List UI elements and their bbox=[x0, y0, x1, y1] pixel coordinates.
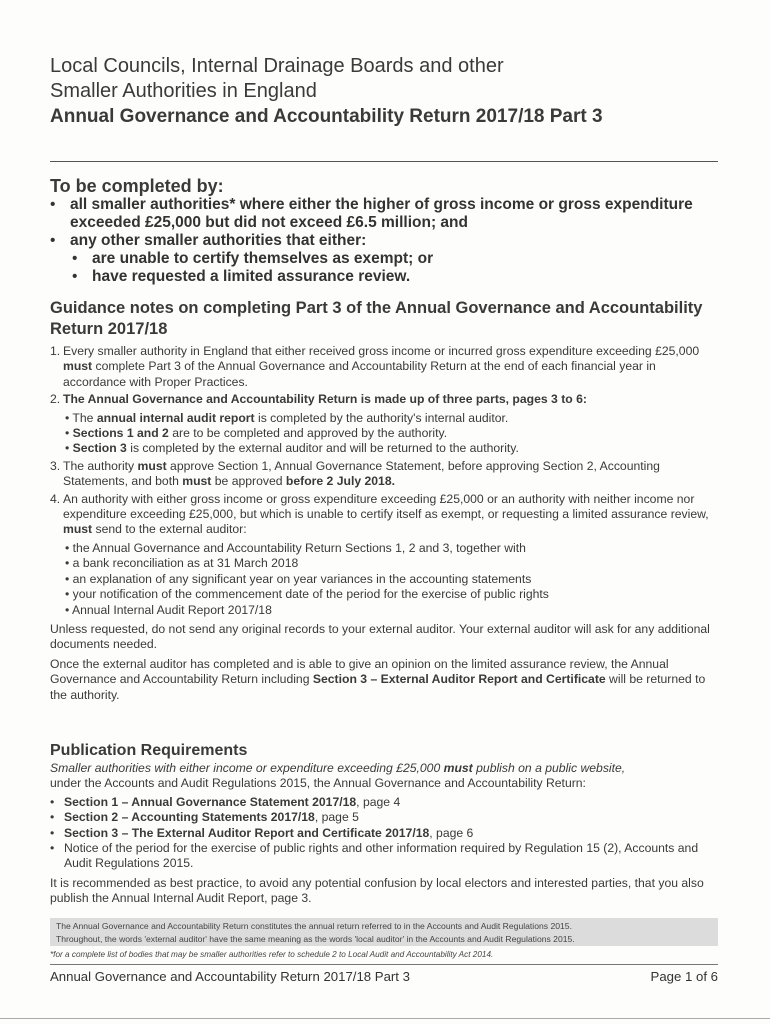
sub-list-item: • have requested a limited assurance review. bbox=[92, 268, 730, 286]
note-text: complete Part 3 of the Annual Governance and Accountability Return at the end of each financial year in accordance with Proper Practices. bbox=[63, 359, 656, 389]
list-item-emphasis: Section 1 – Annual Governance Statement 2017/18 bbox=[64, 794, 357, 809]
header-line-2: Smaller Authorities in England bbox=[50, 80, 317, 102]
document-header bbox=[50, 54, 603, 129]
bullet-text: • bbox=[65, 426, 73, 441]
list-item: • Annual Internal Audit Report 2017/18 bbox=[65, 602, 272, 617]
intro-text: publish on a public website, bbox=[472, 761, 626, 775]
list-item-emphasis: Section 3 – The External Auditor Report and Certificate 2017/18 bbox=[64, 825, 430, 840]
list-item: • an explanation of any significant year on year variances in the accounting statements bbox=[65, 571, 532, 586]
list-item: • the Annual Governance and Accountability Return Sections 1, 2 and 3, together with bbox=[65, 540, 526, 555]
definition-line-2: Throughout, the words 'external auditor' have the same meaning as the words 'local auditor' in the Accounts and Audit Regulations 2015. bbox=[56, 933, 575, 944]
list-item bbox=[64, 795, 722, 810]
note-emphasis: must bbox=[137, 458, 167, 473]
note-number: 4. bbox=[50, 491, 61, 506]
paragraph-text: Once the external auditor has completed and is able to give an opinion on the limited assurance review, the Annual Governance and Accountability Return including bbox=[50, 656, 669, 687]
publication-title: Publication Requirements bbox=[50, 742, 248, 759]
list-item bbox=[65, 426, 720, 441]
guidance-body bbox=[50, 344, 720, 703]
list-item bbox=[65, 411, 720, 426]
bullet-text: is completed by the authority's internal auditor. bbox=[254, 410, 509, 425]
definition-box bbox=[50, 918, 718, 946]
bullet-text: are to be completed and approved by the authority. bbox=[168, 426, 448, 441]
guidance-note-3 bbox=[50, 459, 720, 490]
list-item: • your notification of the commencement date of the period for the exercise of public rights bbox=[65, 587, 549, 602]
note-number: 3. bbox=[50, 458, 61, 473]
to-be-completed-title: To be completed by: bbox=[50, 176, 224, 196]
note-text: An authority with either gross income or gross expenditure exceeding £25,000 or an authority with neither income nor expenditure exceeding £25,000, but which is unable to certify itself as exempt, or requesting a limited assurance review, bbox=[63, 491, 709, 522]
list-item-text: , page 5 bbox=[314, 810, 359, 825]
guidance-note-2 bbox=[50, 392, 720, 407]
guidance-paragraph-originals: Unless requested, do not send any original records to your external auditor. Your external auditor will ask for any additional documents needed. bbox=[50, 621, 710, 652]
bullet-emphasis: Sections 1 and 2 bbox=[72, 426, 169, 441]
note-text: The authority bbox=[63, 458, 138, 473]
note-number: 1. bbox=[50, 344, 61, 358]
list-item-emphasis: Section 2 – Accounting Statements 2017/18 bbox=[64, 810, 315, 825]
note-emphasis: must bbox=[63, 522, 93, 537]
to-be-completed-list bbox=[50, 196, 730, 286]
document-title: Annual Governance and Accountability Return 2017/18 Part 3 bbox=[50, 106, 603, 127]
publication-recommendation: It is recommended as best practice, to avoid any potential confusion by local electors and interested parties, that you also publish the Annual Internal Audit Report, page 3. bbox=[50, 875, 704, 906]
note-text: send to the external auditor: bbox=[92, 522, 247, 537]
publication-list bbox=[50, 795, 722, 872]
note-emphasis: must bbox=[182, 474, 212, 489]
note-text: be approved bbox=[211, 474, 286, 489]
publication-section bbox=[50, 741, 722, 907]
publication-body bbox=[50, 761, 722, 907]
note-number: 2. bbox=[50, 392, 61, 407]
to-be-completed-section bbox=[50, 176, 730, 286]
page-footer bbox=[50, 969, 718, 984]
note-text: The Annual Governance and Accountability Return is made up of three parts, pages 3 to 6: bbox=[63, 392, 587, 407]
bullet-text: • bbox=[65, 441, 73, 456]
list-item: • Notice of the period for the exercise of public rights and other information required by Regulation 15 (2), Accounts and Audit Regulations 2015. bbox=[64, 841, 722, 872]
list-item bbox=[70, 232, 730, 286]
note-text: approve Section 1, Annual Governance Statement, before approving Section 2, Accounting Statements, and both bbox=[63, 458, 660, 489]
list-item: • all smaller authorities* where either the higher of gross income or gross expenditure exceeded £25,000 but did not exceed £6.5 million; and bbox=[70, 196, 730, 232]
paragraph-emphasis: Section 3 – External Auditor Report and Certificate bbox=[312, 672, 606, 687]
guidance-note-4 bbox=[50, 492, 720, 538]
header-line-1: Local Councils, Internal Drainage Boards and other bbox=[50, 55, 504, 77]
definition-line-1: The Annual Governance and Accountability Return constitutes the annual return referred to in the Accounts and Audit Regulations 2015. bbox=[56, 921, 572, 931]
sub-list bbox=[70, 250, 730, 286]
paragraph-text: will be returned to the authority. bbox=[50, 672, 706, 702]
guidance-paragraph-return bbox=[50, 657, 720, 703]
note-emphasis: must bbox=[63, 359, 93, 374]
list-item bbox=[64, 810, 722, 825]
list-item bbox=[65, 441, 720, 456]
publication-intro-2: under the Accounts and Audit Regulations 2015, the Annual Governance and Accountability Return: bbox=[50, 776, 586, 791]
page-number: Page 1 of 6 bbox=[650, 969, 718, 984]
list-item-text: any other smaller authorities that either: bbox=[70, 232, 367, 249]
guidance-note-1 bbox=[50, 344, 720, 390]
publication-intro bbox=[50, 761, 722, 776]
guidance-section bbox=[50, 298, 720, 703]
bullet-emphasis: annual internal audit report bbox=[96, 410, 255, 425]
intro-emphasis: must bbox=[443, 761, 473, 775]
header-divider bbox=[50, 161, 718, 162]
bullet-text: is completed by the external auditor and will be returned to the authority. bbox=[126, 441, 519, 456]
list-item bbox=[64, 826, 722, 841]
bullet-emphasis: Section 3 bbox=[72, 441, 127, 456]
note-text: Every smaller authority in England that either received gross income or incurred gross expenditure exceeding £25,000 bbox=[63, 344, 700, 358]
note-emphasis: before 2 July 2018. bbox=[285, 474, 395, 489]
footer-title: Annual Governance and Accountability Return 2017/18 Part 3 bbox=[50, 969, 410, 984]
list-item: • a bank reconciliation as at 31 March 2018 bbox=[65, 556, 299, 571]
scan-edge-line bbox=[0, 1018, 770, 1019]
bullet-text: • The bbox=[65, 410, 97, 425]
guidance-title: Guidance notes on completing Part 3 of the Annual Governance and Accountability Return 2017/18 bbox=[50, 299, 703, 338]
guidance-note-2-list bbox=[50, 411, 720, 457]
list-item-text: , page 6 bbox=[429, 825, 474, 840]
footnote: *for a complete list of bodies that may be smaller authorities refer to schedule 2 to Local Audit and Accountability Act 2014. bbox=[50, 950, 494, 959]
intro-text: Smaller authorities with either income or expenditure exceeding £25,000 bbox=[50, 761, 444, 775]
sub-list-item: • are unable to certify themselves as exempt; or bbox=[92, 250, 730, 268]
list-item-text: , page 4 bbox=[356, 794, 401, 809]
guidance-note-4-list bbox=[50, 541, 720, 618]
footer-divider bbox=[50, 964, 718, 965]
